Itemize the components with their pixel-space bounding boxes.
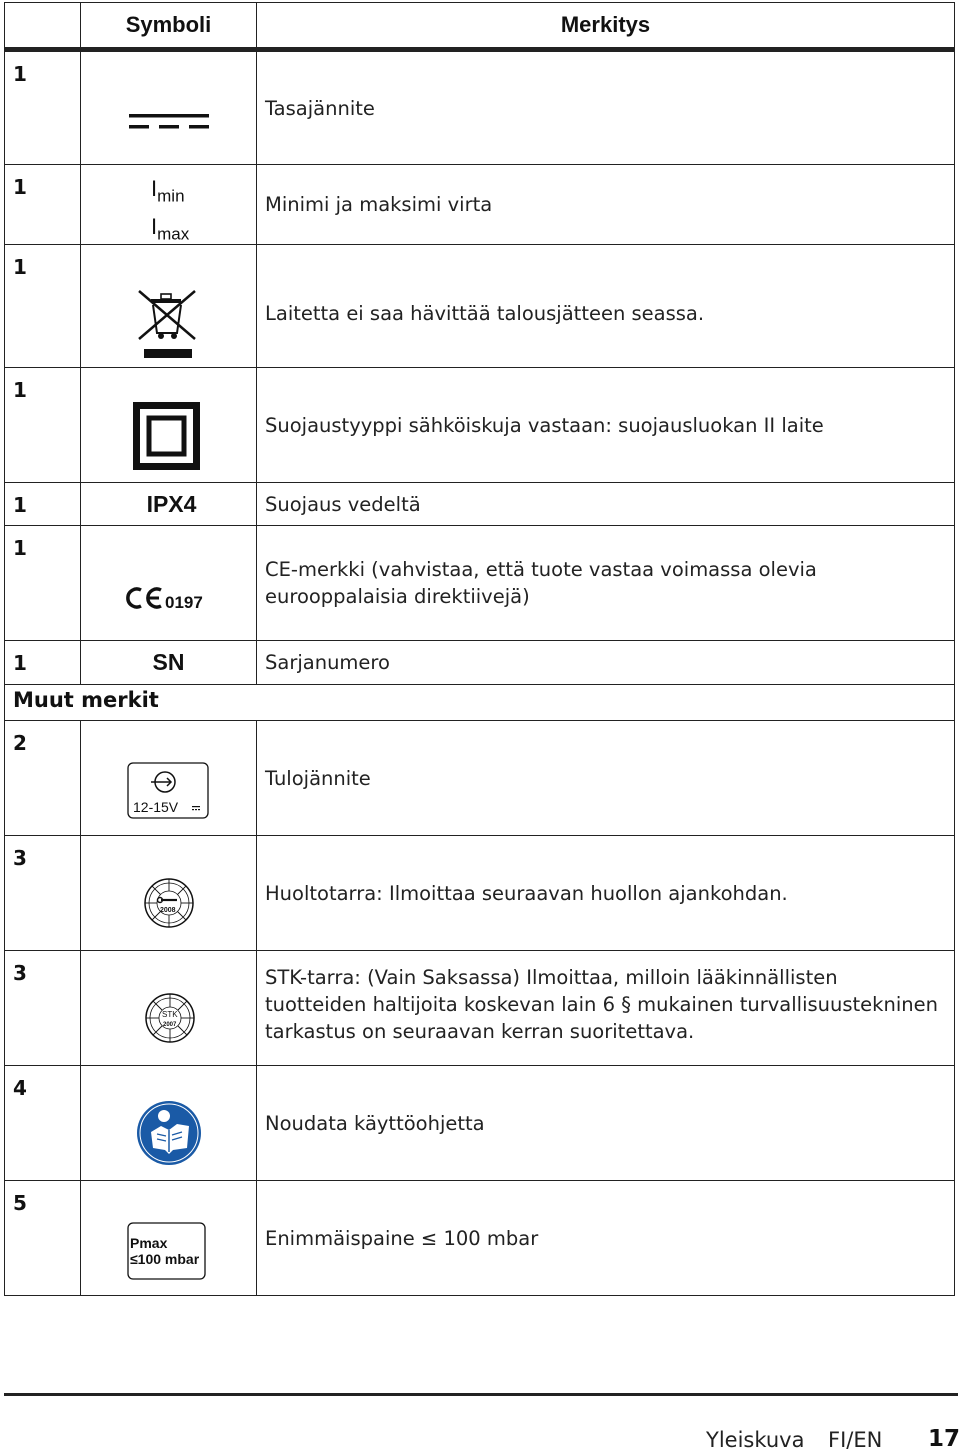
table-row	[5, 836, 955, 951]
table-row	[5, 1181, 955, 1296]
meaning-text: Tulojännite	[257, 721, 955, 836]
symbols-table	[4, 2, 955, 1296]
max-pressure-icon	[81, 1181, 257, 1291]
row-number: 2	[5, 721, 81, 836]
table-row	[5, 165, 955, 245]
meaning-text: Huoltotarra: Ilmoittaa seuraavan huollon ajankohdan.	[257, 836, 955, 951]
table-header-row	[5, 3, 955, 50]
service-sticker-icon	[81, 836, 257, 946]
row-number: 1	[5, 368, 81, 483]
class-ii-icon	[81, 368, 257, 478]
symbol-cell	[81, 368, 257, 483]
meaning-text: Suojaus vedeltä	[257, 483, 955, 526]
sn-label: SN	[152, 649, 185, 675]
row-number: 4	[5, 1066, 81, 1181]
footer-language: FI/EN	[828, 1428, 883, 1452]
table-row	[5, 951, 955, 1066]
section-row	[5, 685, 955, 721]
row-number: 1	[5, 483, 81, 526]
table-row	[5, 721, 955, 836]
row-number: 3	[5, 836, 81, 951]
ce-mark-icon	[81, 526, 257, 636]
page-number: 17	[928, 1426, 960, 1452]
symbol-cell	[81, 836, 257, 951]
svg-text:2007: 2007	[163, 1022, 177, 1028]
header-meaning: Merkitys	[257, 3, 955, 50]
table-row	[5, 483, 955, 526]
svg-text:STK: STK	[162, 1010, 178, 1019]
row-number: 1	[5, 245, 81, 368]
svg-text:12-15V: 12-15V	[133, 799, 179, 815]
read-manual-icon	[81, 1066, 257, 1176]
page-footer	[0, 1428, 960, 1453]
svg-text:Pmax: Pmax	[130, 1235, 168, 1251]
symbol-cell	[81, 1066, 257, 1181]
table-row	[5, 1066, 955, 1181]
table-row	[5, 526, 955, 641]
table-row	[5, 641, 955, 685]
symbol-cell	[81, 50, 257, 165]
meaning-text: Suojaustyyppi sähköiskuja vastaan: suojausluokan II laite	[257, 368, 955, 483]
svg-text:≤100 mbar: ≤100 mbar	[130, 1251, 200, 1267]
symbol-cell	[81, 721, 257, 836]
footer-section: Yleiskuva	[706, 1428, 805, 1452]
row-number: 1	[5, 165, 81, 245]
stk-sticker-icon	[81, 951, 257, 1061]
table-row	[5, 245, 955, 368]
symbol-cell	[81, 526, 257, 641]
meaning-text: STK-tarra: (Vain Saksassa) Ilmoittaa, milloin lääkinnällisten tuotteiden haltijoita koskevan lain 6 § mukainen turvallisuustekninen tarkastus on seuraavan kerran suoritettava.	[257, 951, 955, 1066]
meaning-text: Noudata käyttöohjetta	[257, 1066, 955, 1181]
row-number: 1	[5, 50, 81, 165]
header-symbol: Symboli	[81, 3, 257, 50]
symbol-cell	[81, 483, 257, 526]
row-number: 1	[5, 641, 81, 685]
section-label: Muut merkit	[5, 685, 955, 721]
svg-text:0197: 0197	[165, 593, 203, 612]
symbol-cell	[81, 951, 257, 1066]
svg-text:2008: 2008	[160, 907, 176, 914]
table-row	[5, 50, 955, 165]
ipx4-label: IPX4	[146, 490, 197, 517]
row-number: 1	[5, 526, 81, 641]
meaning-text: Tasajännite	[257, 50, 955, 165]
meaning-text: Enimmäispaine ≤ 100 mbar	[257, 1181, 955, 1296]
row-number: 3	[5, 951, 81, 1066]
symbol-cell	[81, 641, 257, 685]
current-range-icon: $I_{min}$ $I_{max}$	[151, 176, 190, 244]
symbol-cell	[81, 1181, 257, 1296]
meaning-text: Minimi ja maksimi virta	[257, 165, 955, 245]
symbol-cell	[81, 165, 257, 245]
direct-current-icon	[81, 52, 257, 160]
symbol-cell	[81, 245, 257, 368]
row-number: 5	[5, 1181, 81, 1296]
input-voltage-icon	[81, 721, 257, 831]
meaning-text: Sarjanumero	[257, 641, 955, 685]
header-num	[5, 3, 81, 50]
meaning-text: Laitetta ei saa hävittää talousjätteen seassa.	[257, 245, 955, 368]
table-row	[5, 368, 955, 483]
footer-divider	[4, 1393, 958, 1396]
crossed-out-bin-icon	[81, 245, 257, 363]
meaning-text: CE-merkki (vahvistaa, että tuote vastaa voimassa olevia eurooppalaisia direktiivejä)	[257, 526, 955, 641]
